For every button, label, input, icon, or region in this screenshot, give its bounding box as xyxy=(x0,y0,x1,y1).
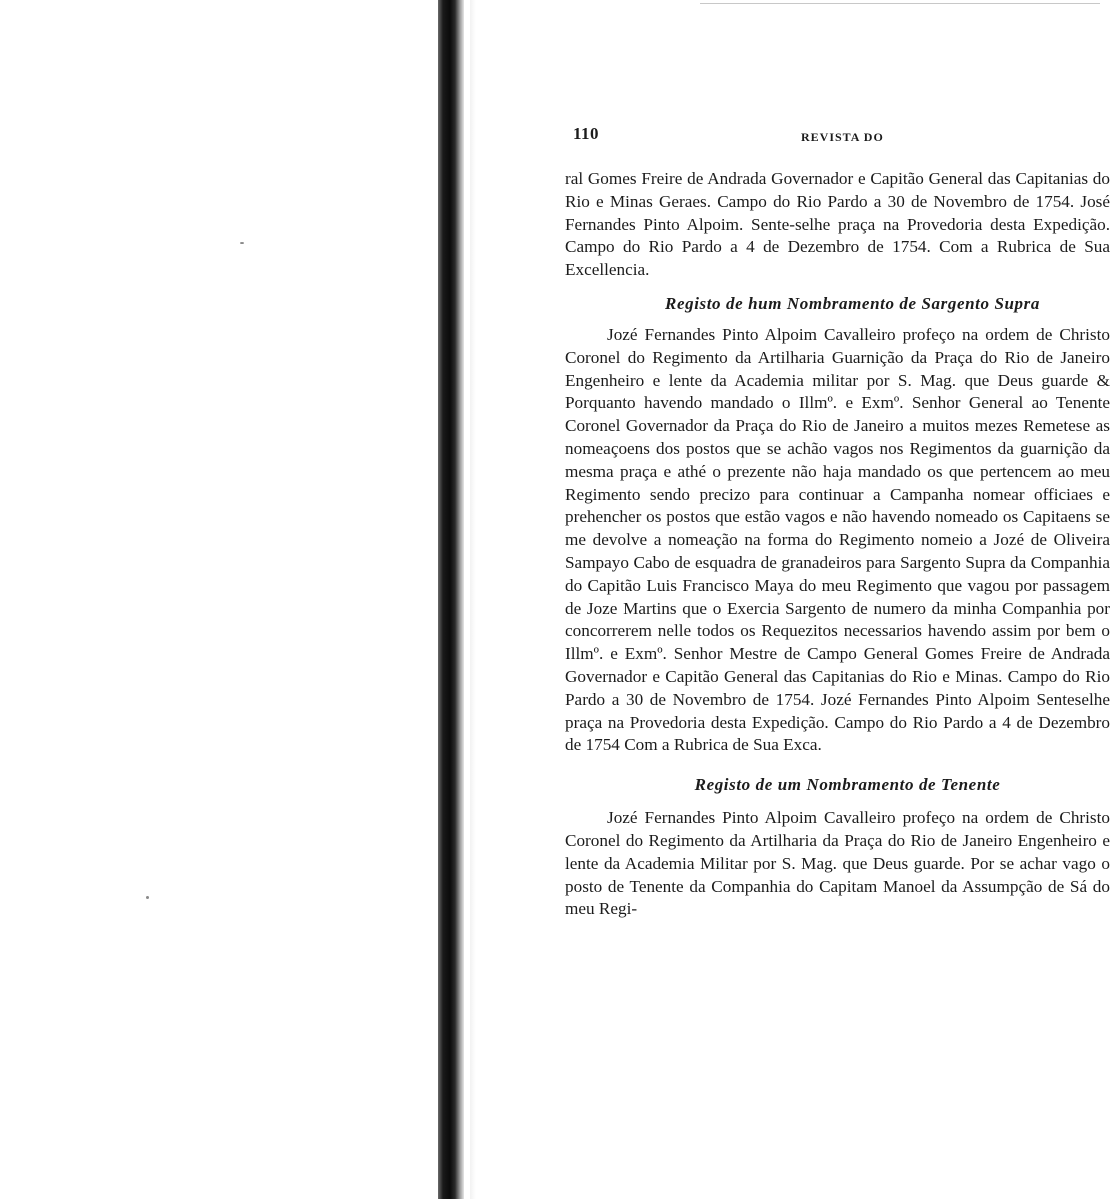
paper-speck xyxy=(146,896,149,899)
section-heading-tenente: Registo de um Nombramento de Tenente xyxy=(694,775,1001,795)
paragraph-sargento-supra: Jozé Fernandes Pinto Alpoim Cavalleiro profeço na ordem de Christo Coronel do Regimento da Artilharia Guarnição da Praça do Rio de Janeiro Engenheiro e lente da Academia militar por S. Mag. que Deus guarde & Porquanto havendo mandado o Illmº. e Exmº. Senhor General ao Tenente Coronel Governador da Praça do Rio de Janeiro a muitos mezes Remetese as nomeaçoens dos postos que se achão vagos nos Regimentos da guarnição da mesma praça e athé o prezente não haja mandado os que pertencem ao meu Regimento sendo precizo para continuar a Campanha nomear officiaes e prehencher os postos que estão vagos e não havendo nomeado os Capitaens se me devolve a nomeação na forma do Regimento nomeio a Jozé de Oliveira Sampayo Cabo de esquadra de granadeiros para Sargento Supra da Companhia do Capitão Luis Francisco Maya do meu Regimento que vagou por passagem de Joze Martins que o Exercia Sargento de numero da minha Companhia por concorrerem nelle todos os Requezitos necessarios havendo assim por bem o Illmº. e Exmº. Senhor Mestre de Campo General Gomes Freire de Andrada Governador e Capitão General das Capitanias do Rio e Minas. Campo do Rio Pardo a 30 de Novembro de 1754. Jozé Fernandes Pinto Alpoim Senteselhe praça na Provedoria desta Expedição. Campo do Rio Pardo a 4 de Dezembro de 1754 Com a Rubrica de Sua Exca. xyxy=(565,324,1110,755)
section-heading-sargento-supra: Registo de hum Nombramento de Sargento Supra xyxy=(665,293,1040,313)
book-binding-gutter xyxy=(438,0,464,1199)
page-edge-shadow xyxy=(470,0,476,1199)
left-page-blank xyxy=(0,0,438,1199)
page-number: 110 xyxy=(573,124,600,143)
book-page xyxy=(565,120,1110,1160)
top-edge-line xyxy=(700,3,1100,4)
paper-speck xyxy=(240,242,244,244)
running-head xyxy=(565,120,1110,152)
running-title: REVISTA DO xyxy=(801,130,884,144)
paragraph-tenente: Jozé Fernandes Pinto Alpoim Cavalleiro profeço na ordem de Christo Coronel do Regimento da Artilharia da Praça do Rio de Janeiro Engenheiro e lente da Academia Militar por S. Mag. que Deus guarde. Por se achar vago o posto de Tenente da Companhia do Capitam Manoel da Assumpção de Sá do meu Regi- xyxy=(565,808,1110,919)
paragraph-continuation: ral Gomes Freire de Andrada Governador e Capitão General das Capitanias do Rio e Minas Geraes. Campo do Rio Pardo a 30 de Novembro de 1754. José Fernandes Pinto Alpoim. Sente-selhe praça na Provedoria desta Expedição. Campo do Rio Pardo a 4 de Dezembro de 1754. Com a Rubrica de Sua Excellencia. xyxy=(565,169,1110,280)
